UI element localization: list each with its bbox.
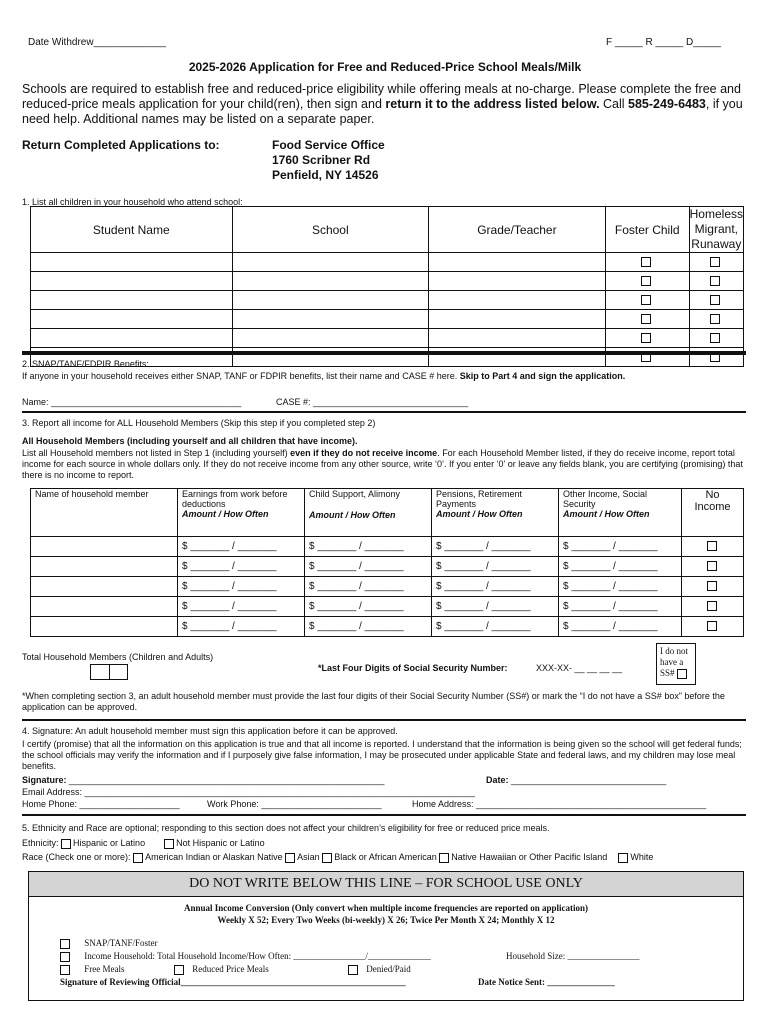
income-conversion-title: Annual Income Conversion (Only convert when multiple income frequencies are reported on application) (184, 903, 588, 913)
american-indian-checkbox[interactable] (133, 853, 143, 863)
household-size-field[interactable]: Household Size: ________________ (506, 951, 640, 961)
child-support-cell[interactable]: $ _______ / _______ (305, 577, 432, 597)
case-number-field[interactable]: CASE #: _______________________________ (276, 397, 469, 407)
other-income-cell[interactable]: $ _______ / _______ (559, 557, 682, 577)
date-field[interactable]: Date: _______________________________ (486, 775, 667, 785)
col-no-income: No Income (682, 489, 744, 537)
section1-heading: 1. List all children in your household who attend school: (22, 197, 243, 207)
homeless-checkbox[interactable] (710, 295, 720, 305)
other-income-cell[interactable]: $ _______ / _______ (559, 537, 682, 557)
member-name-cell[interactable] (31, 617, 178, 637)
divider (22, 814, 746, 816)
reduced-meals-checkbox[interactable] (174, 965, 184, 975)
table-row (31, 617, 744, 637)
school-cell[interactable] (232, 272, 429, 291)
foster-checkbox[interactable] (641, 314, 651, 324)
intro-paragraph: Schools are required to establish free and reduced-price eligibility while offering meals at no-charge. Please complete the free and reduced-price meals application for your child(ren), then sign and return it to the address listed below. Call 585-249-6483, if you need help. Additional names may be listed on a separate paper. (22, 82, 743, 126)
col-member-name: Name of household member (31, 489, 178, 537)
grade-cell[interactable] (429, 272, 606, 291)
child-support-cell[interactable]: $ _______ / _______ (305, 537, 432, 557)
col-earnings: Earnings from work before deductions Amount / How Often (178, 489, 305, 537)
school-cell[interactable] (232, 253, 429, 272)
income-household-checkbox[interactable] (60, 952, 70, 962)
no-ssn-box: I do not have a SS# (656, 643, 696, 685)
col-child-support: Child Support, Alimony Amount / How Often (305, 489, 432, 537)
student-name-cell[interactable] (31, 291, 233, 310)
col-student-name: Student Name (31, 207, 233, 253)
school-use-banner: DO NOT WRITE BELOW THIS LINE – FOR SCHOOL USE ONLY (28, 871, 744, 897)
pensions-cell[interactable]: $ _______ / _______ (432, 537, 559, 557)
black-checkbox[interactable] (322, 853, 332, 863)
no-income-checkbox[interactable] (707, 581, 717, 591)
member-name-cell[interactable] (31, 557, 178, 577)
table-row (31, 329, 744, 348)
section2-heading: 2. SNAP/TANF/FDPIR Benefits: (22, 359, 149, 369)
grade-cell[interactable] (429, 310, 606, 329)
ssn-field[interactable]: XXX-XX- __ __ __ __ (536, 663, 623, 673)
homeless-checkbox[interactable] (710, 276, 720, 286)
pensions-cell[interactable]: $ _______ / _______ (432, 597, 559, 617)
grade-cell[interactable] (429, 253, 606, 272)
certification-text: I certify (promise) that all the information on this application is true and that all income is reported. I understand that the information is being given so the school will get federal funds; the school officials may verify the information and if I purposely give false information, I may be prosecuted under applicable State and federal laws, and my children may lose meal benefits. (22, 739, 742, 771)
no-ssn-checkbox[interactable] (677, 669, 687, 679)
ethnicity-row: Ethnicity: Hispanic or Latino Not Hispanic or Latino (22, 838, 265, 848)
ssn-note: *When completing section 3, an adult household member must provide the last four digits of their Social Security Number (SS#) or mark the “I do not have a SS# box” before the application can be approved. (22, 691, 725, 712)
section5-heading: 5. Ethnicity and Race are optional; responding to this section does not affect your children’s eligibility for free or reduced price meals. (22, 823, 550, 833)
table-row (31, 557, 744, 577)
col-pensions: Pensions, Retirement Payments Amount / How Often (432, 489, 559, 537)
member-name-cell[interactable] (31, 597, 178, 617)
children-table (30, 206, 744, 367)
student-name-cell[interactable] (31, 272, 233, 291)
col-homeless: Homeless Migrant, Runaway (689, 207, 743, 251)
member-name-cell[interactable] (31, 577, 178, 597)
no-income-checkbox[interactable] (707, 601, 717, 611)
col-other-income: Other Income, Social Security Amount / How Often (559, 489, 682, 537)
reduced-meals-row: Reduced Price Meals (174, 964, 269, 975)
table-row (31, 597, 744, 617)
homeless-checkbox[interactable] (710, 314, 720, 324)
school-cell[interactable] (232, 329, 429, 348)
denied-paid-row: Denied/Paid (348, 964, 411, 975)
snap-checkbox[interactable] (60, 939, 70, 949)
section3-subheading: All Household Members (including yourself and all children that have income). (22, 436, 358, 446)
date-withdrew-field[interactable]: Date Withdrew_____________ (28, 37, 166, 48)
child-support-cell[interactable]: $ _______ / _______ (305, 557, 432, 577)
section2-instructions: If anyone in your household receives either SNAP, TANF or FDPIR benefits, list their name and CASE # here. Skip to Part 4 and sign the application. (22, 371, 626, 381)
divider (22, 411, 746, 413)
total-members-label: Total Household Members (Children and Adults) (22, 652, 214, 662)
table-row (31, 577, 744, 597)
income-table (30, 488, 744, 637)
not-hispanic-checkbox[interactable] (164, 839, 174, 849)
grade-cell[interactable] (429, 329, 606, 348)
income-household-row: Income Household: Total Household Income/How Often: ________________/______________ (60, 951, 431, 962)
home-address-field[interactable]: Home Address: ______________________________________________ (412, 799, 707, 809)
no-income-checkbox[interactable] (707, 561, 717, 571)
table-row (31, 537, 744, 557)
ssn-label: *Last Four Digits of Social Security Number: (318, 663, 508, 673)
school-cell[interactable] (232, 310, 429, 329)
foster-checkbox[interactable] (641, 333, 651, 343)
child-support-cell[interactable]: $ _______ / _______ (305, 617, 432, 637)
student-name-cell[interactable] (31, 253, 233, 272)
pensions-cell[interactable]: $ _______ / _______ (432, 557, 559, 577)
hispanic-checkbox[interactable] (61, 839, 71, 849)
earnings-cell[interactable]: $ _______ / _______ (178, 577, 305, 597)
other-income-cell[interactable]: $ _______ / _______ (559, 577, 682, 597)
snap-name-field[interactable]: Name: ______________________________________ (22, 397, 242, 407)
denied-paid-checkbox[interactable] (348, 965, 358, 975)
homeless-checkbox[interactable] (710, 257, 720, 267)
foster-checkbox[interactable] (641, 295, 651, 305)
other-income-cell[interactable]: $ _______ / _______ (559, 597, 682, 617)
col-grade-teacher: Grade/Teacher (429, 207, 606, 253)
thick-divider (22, 351, 746, 355)
grade-cell[interactable] (429, 291, 606, 310)
pacific-islander-checkbox[interactable] (439, 853, 449, 863)
form-title: 2025-2026 Application for Free and Reduced-Price School Meals/Milk (188, 60, 582, 74)
col-foster-child: Foster Child (605, 207, 689, 253)
return-label: Return Completed Applications to: (22, 138, 220, 152)
free-meals-row: Free Meals (60, 964, 125, 975)
table-row (31, 291, 744, 310)
pensions-cell[interactable]: $ _______ / _______ (432, 577, 559, 597)
frd-code-field[interactable]: F _____ R _____ D_____ (606, 37, 722, 48)
table-row (31, 310, 744, 329)
divider (22, 719, 746, 721)
total-members-box[interactable] (90, 664, 128, 680)
white-checkbox[interactable] (618, 853, 628, 863)
earnings-cell[interactable]: $ _______ / _______ (178, 537, 305, 557)
homeless-checkbox[interactable] (710, 333, 720, 343)
child-support-cell[interactable]: $ _______ / _______ (305, 597, 432, 617)
signature-field[interactable]: Signature: _______________________________________________________________ (22, 775, 385, 785)
other-income-cell[interactable]: $ _______ / _______ (559, 617, 682, 637)
asian-checkbox[interactable] (285, 853, 295, 863)
table-row (31, 272, 744, 291)
table-row (31, 253, 744, 272)
home-phone-field[interactable]: Home Phone: ____________________ (22, 799, 180, 809)
work-phone-field[interactable]: Work Phone: ________________________ (207, 799, 382, 809)
foster-checkbox[interactable] (641, 276, 651, 286)
free-meals-checkbox[interactable] (60, 965, 70, 975)
member-name-cell[interactable] (31, 537, 178, 557)
snap-check-row: SNAP/TANF/Foster (60, 938, 158, 949)
no-income-checkbox[interactable] (707, 541, 717, 551)
col-school: School (232, 207, 429, 253)
section3-heading: 3. Report all income for ALL Household Members (Skip this step if you completed step 2) (22, 418, 376, 428)
income-conversion-rates: Weekly X 52; Every Two Weeks (bi-weekly) X 26; Twice Per Month X 24; Monthly X 12 (217, 915, 555, 925)
foster-checkbox[interactable] (641, 257, 651, 267)
section4-heading: 4. Signature: An adult household member must sign this application before it can be approved. (22, 726, 398, 736)
email-field[interactable]: Email Address: ______________________________________________________________________________ (22, 787, 475, 797)
reviewing-official-signature[interactable]: Signature of Reviewing Official__________________________________________________ (60, 977, 406, 987)
date-notice-sent-field[interactable]: Date Notice Sent: _______________ (478, 977, 615, 987)
return-address: Food Service Office 1760 Scribner Rd Penfield, NY 14526 (272, 138, 385, 182)
section3-instructions: List all Household members not listed in Step 1 (including yourself) even if they do not receive income. For each Household Member listed, if they do receive income, report total income for each source in whole dollars only. If they do not receive income from any other source, write ‘0’. If you enter ‘0’ or leave any fields blank, you are certifying (promising) that there is no income to report. (22, 448, 743, 480)
school-cell[interactable] (232, 291, 429, 310)
earnings-cell[interactable]: $ _______ / _______ (178, 557, 305, 577)
student-name-cell[interactable] (31, 310, 233, 329)
no-income-checkbox[interactable] (707, 621, 717, 631)
earnings-cell[interactable]: $ _______ / _______ (178, 597, 305, 617)
pensions-cell[interactable]: $ _______ / _______ (432, 617, 559, 637)
earnings-cell[interactable]: $ _______ / _______ (178, 617, 305, 637)
race-row: Race (Check one or more): American Indian or Alaskan Native Asian Black or African American Native Hawaiian or Other Pacific Island White (22, 852, 654, 862)
student-name-cell[interactable] (31, 329, 233, 348)
